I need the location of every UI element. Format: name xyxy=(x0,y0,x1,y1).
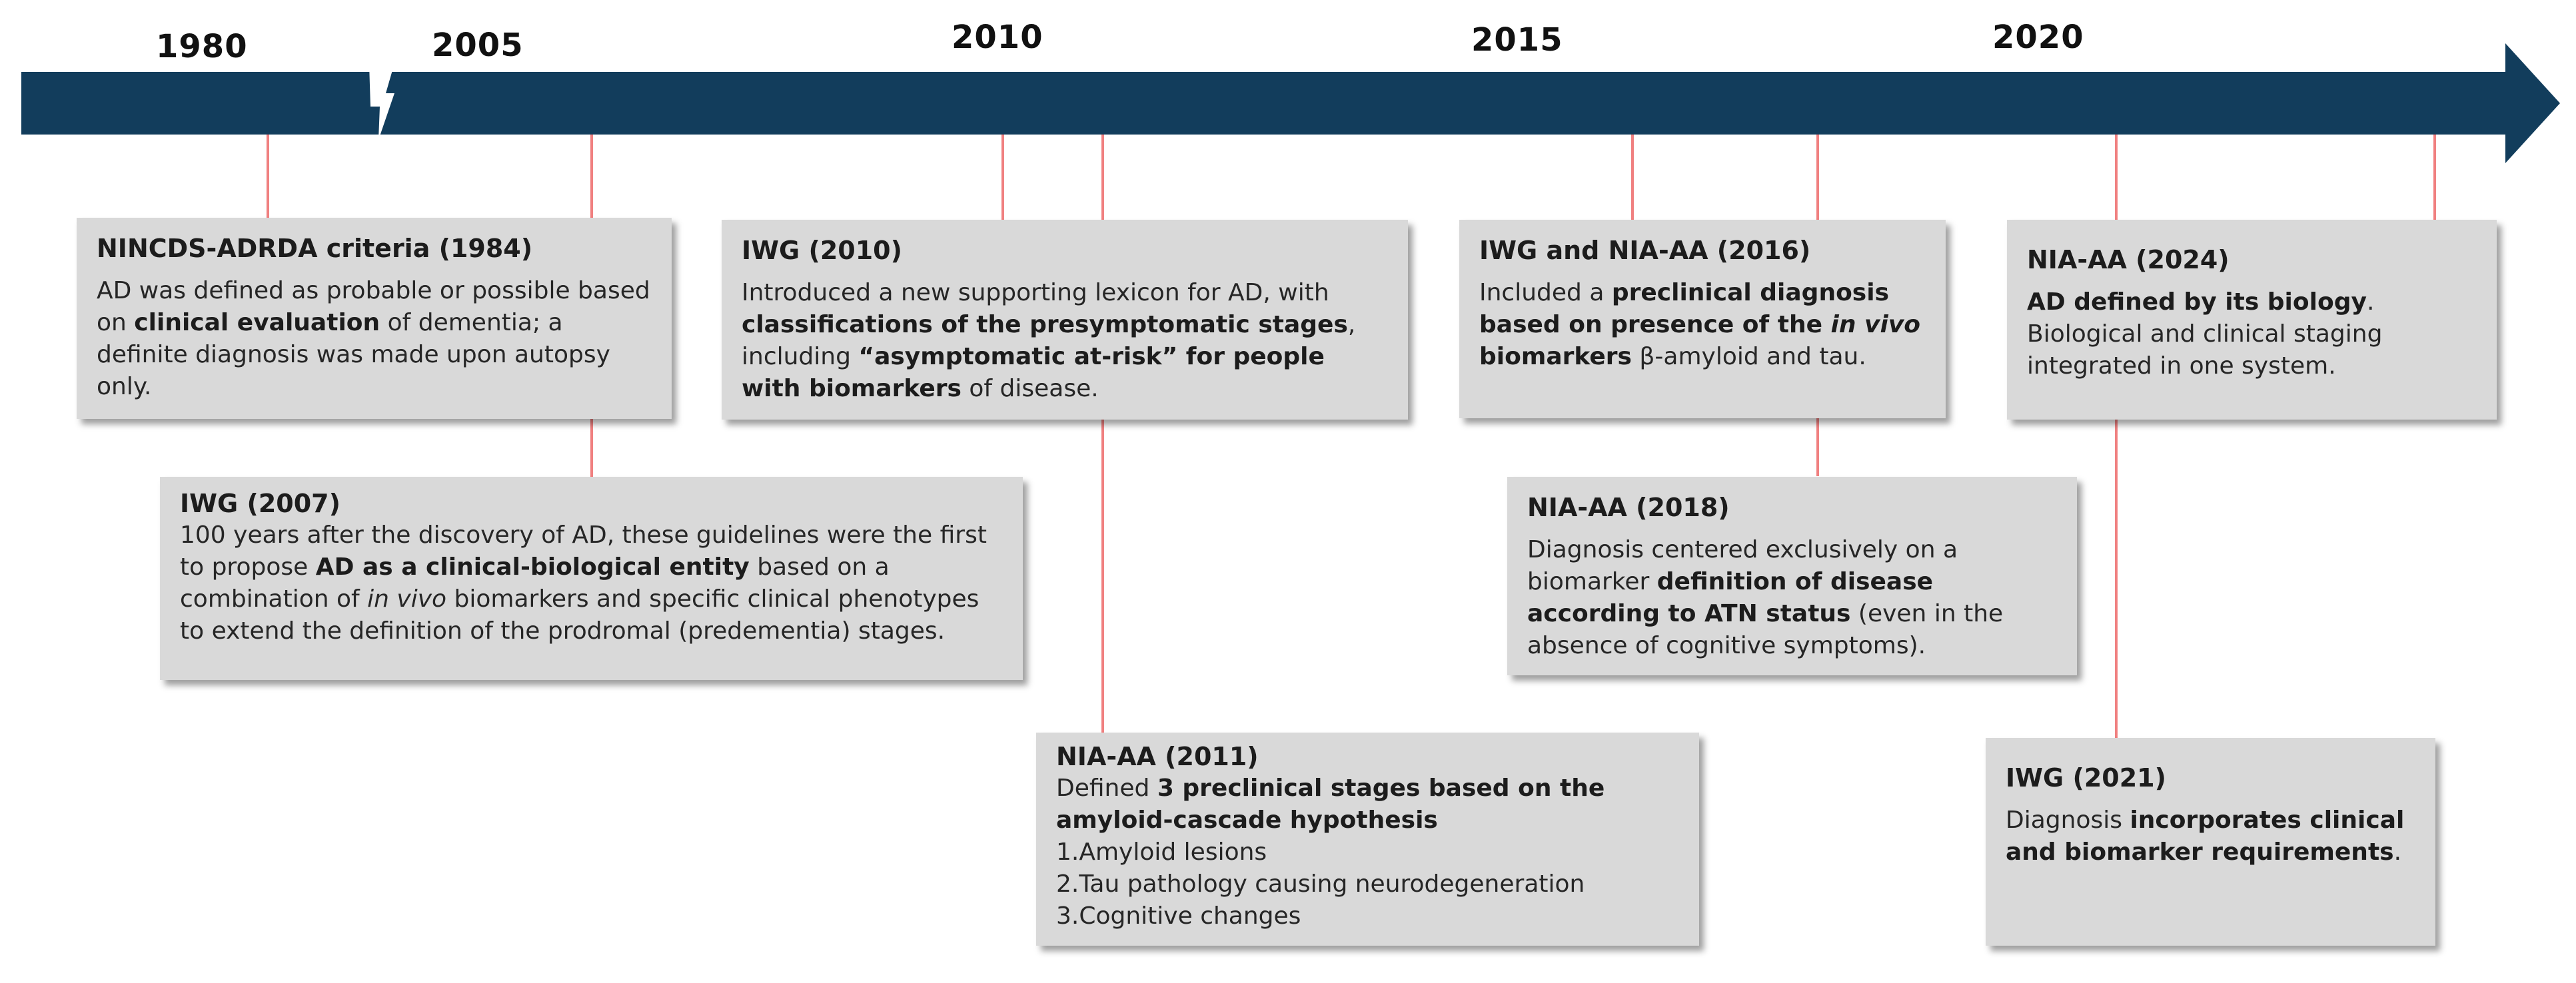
text-segment: of dementia; a definite diagnosis was made upon autopsy only. xyxy=(97,309,610,400)
list-item: 3.Cognitive changes xyxy=(1056,902,1301,930)
year-label-2010: 2010 xyxy=(952,19,1043,56)
event-description xyxy=(1479,277,1927,373)
event-title: IWG (2021) xyxy=(2006,763,2166,793)
text-segment: Diagnosis xyxy=(2006,807,2130,834)
text-emphasis: AD defined by its biology xyxy=(2027,288,2367,316)
event-title: NIA-AA (2018) xyxy=(1527,493,1730,522)
event-description xyxy=(1527,534,2058,662)
text-segment: Introduced a new supporting lexicon for AD, with xyxy=(742,279,1329,306)
event-title: IWG (2007) xyxy=(180,489,340,518)
text-segment: of disease. xyxy=(961,375,1099,402)
event-title: NINCDS-ADRDA criteria (1984) xyxy=(97,234,533,263)
event-title: NIA-AA (2011) xyxy=(1056,742,1259,771)
text-segment: , including xyxy=(742,311,1356,370)
event-title: IWG (2010) xyxy=(742,236,902,265)
event-title: IWG and NIA-AA (2016) xyxy=(1479,236,1811,265)
text-emphasis: 3 preclinical stages based on the amyloid-cascade hypothesis xyxy=(1056,775,1605,834)
text-bold-italic: in vivo xyxy=(1830,311,1921,338)
text-segment: based on a combination of xyxy=(180,553,890,613)
event-description xyxy=(1056,773,1680,932)
event-box-iwg-niaaa-2016 xyxy=(1459,220,1946,418)
text-emphasis: incorporates clinical and biomarker requirements xyxy=(2006,807,2405,866)
list-item: 2.Tau pathology causing neurodegeneration xyxy=(1056,870,1585,898)
event-title: NIA-AA (2024) xyxy=(2027,245,2230,274)
text-emphasis: “asymptomatic at-risk” for people with biomarkers xyxy=(742,343,1325,402)
event-box-iwg-2007 xyxy=(160,477,1023,680)
text-emphasis: biomarkers xyxy=(1479,343,1632,370)
text-segment: β-amyloid and tau. xyxy=(1631,343,1866,370)
year-label-2005: 2005 xyxy=(432,27,524,64)
text-emphasis: definition of disease according to ATN status xyxy=(1527,568,1934,627)
text-segment: . xyxy=(2393,838,2402,866)
event-description xyxy=(97,275,653,403)
event-box-nincds-1984 xyxy=(77,218,672,419)
event-box-niaaa-2024 xyxy=(2007,220,2497,420)
text-emphasis: preclinical diagnosis based on presence of the xyxy=(1479,279,1890,338)
year-label-2020: 2020 xyxy=(1992,19,2084,56)
year-label-2015: 2015 xyxy=(1471,21,1563,59)
event-description xyxy=(2006,805,2417,868)
text-segment: Diagnosis centered exclusively on a biomarker xyxy=(1527,536,1958,595)
text-emphasis: classifications of the presymptomatic stages xyxy=(742,311,1348,338)
text-segment: Included a xyxy=(1479,279,1612,306)
event-box-niaaa-2011 xyxy=(1036,733,1699,946)
text-segment: . Biological and clinical staging integrated in one system. xyxy=(2027,288,2383,380)
text-emphasis: AD as a clinical-biological entity xyxy=(315,553,750,581)
event-box-iwg-2021 xyxy=(1986,738,2435,946)
event-description xyxy=(180,519,1004,647)
event-box-iwg-2010 xyxy=(722,220,1408,420)
text-segment: Defined xyxy=(1056,775,1157,802)
year-label-1980: 1980 xyxy=(156,28,248,65)
text-italic: in vivo xyxy=(367,585,447,613)
text-segment: AD was defined as probable or possible based on xyxy=(97,277,650,336)
event-description xyxy=(2027,286,2478,382)
text-segment: 100 years after the discovery of AD, these guidelines were the first to propose xyxy=(180,521,987,581)
event-box-niaaa-2018 xyxy=(1507,477,2077,675)
list-item: 1.Amyloid lesions xyxy=(1056,838,1267,866)
event-description xyxy=(742,277,1389,405)
text-segment: biomarkers and specific clinical phenotypes to extend the definition of the prodromal (predementia) stages. xyxy=(180,585,979,645)
text-segment: (even in the absence of cognitive symptoms). xyxy=(1527,600,2004,659)
timeline-arrow xyxy=(21,43,2560,163)
text-emphasis: clinical evaluation xyxy=(134,309,380,336)
